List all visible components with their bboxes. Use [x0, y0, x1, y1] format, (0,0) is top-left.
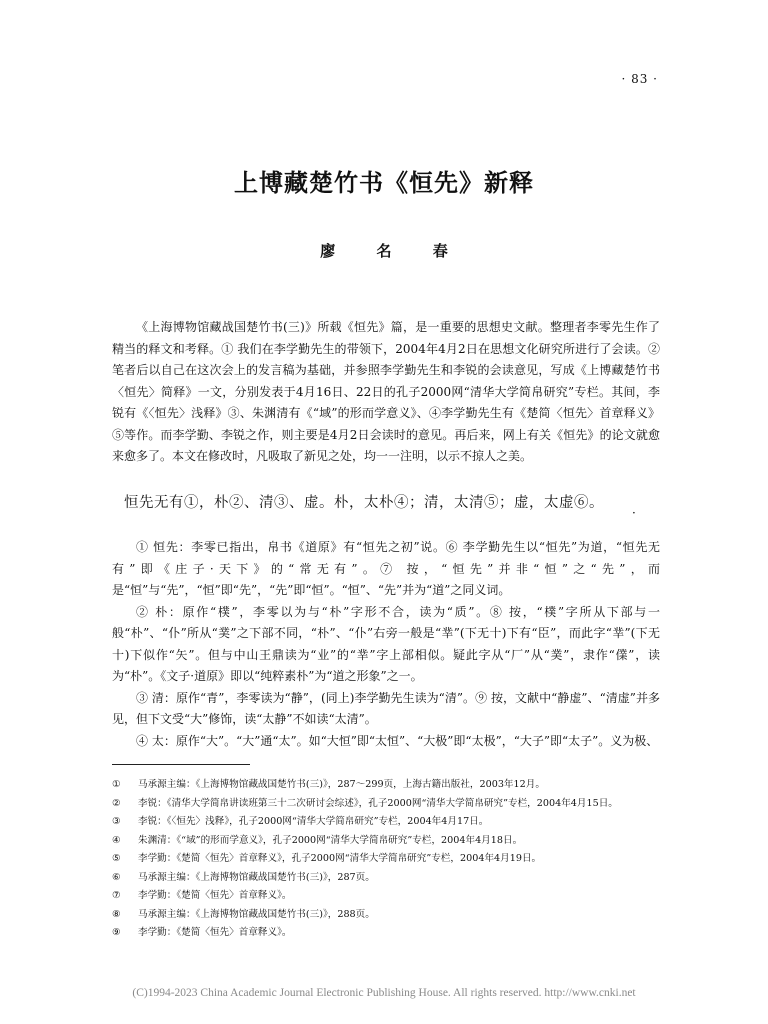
footnote-divider	[112, 764, 250, 765]
footnote-item	[112, 850, 672, 869]
footnote-item	[112, 776, 672, 795]
footnote-text: 马承源主编：《上海博物馆藏战国楚竹书(三)》，287～299页，上海古籍出版社，2003年12月。	[138, 779, 545, 790]
footnote-text: 李学勤：《楚简〈恒先〉首章释义》。	[138, 890, 292, 901]
footnote-text: 马承源主编：《上海博物馆藏战国楚竹书(三)》，287页。	[138, 871, 375, 883]
note-4: ④ 太：原作“大”。“大”通“太”。如“大恒”即“太恒”、“大极”即“太极”，“大子”即“太子”。义为极、	[136, 733, 659, 748]
footnote-mark: ⑧	[112, 908, 121, 920]
footnote-mark: ③	[112, 816, 121, 827]
footnote-text: 李学勤：《楚简〈恒先〉首章释义》，孔子2000网“清华大学简帛研究”专栏，2004年4月19日。	[138, 853, 542, 864]
author-name: 廖 名 春	[320, 242, 466, 260]
footnote-mark: ⑤	[112, 853, 121, 864]
intro-paragraph: 《上海博物馆藏战国楚竹书(三)》所载《恒先》篇，是一重要的思想史文献。整理者李零先生作了精当的释文和考释。① 我们在李学勤先生的带领下，2004年4月2日在思想文化研究所进行了会读。② 笔者后以自己在这次会上的发言稿为基础，并参照李学勤先生和李锐的会读意见，写成《上博藏楚竹书〈恒先〉简释》一文，分别发表于4月16日、22日的孔子2000网“清华大学简帛研究”专栏。其间，李锐有《〈恒先〉浅释》③、朱渊清有《“域”的形而学意义》、④李学勤先生有《楚简〈恒先〉首章释义》⑤等作。而李学勤、李锐之作，则主要是4月2日会读时的意见。再后来，网上有关《恒先》的论文就愈来愈多了。本文在修改时，凡吸取了新见之处，均一一注明，以示不掠人之美。	[112, 320, 660, 463]
footnote-mark: ④	[112, 834, 121, 846]
footnote-mark: ①	[112, 779, 121, 790]
copyright-watermark: (C)1994-2023 China Academic Journal Electronic Publishing House. All rights reserved. http://www.cnki.net	[132, 987, 636, 999]
stray-mark: ·	[632, 506, 636, 520]
footnote-mark: ⑨	[112, 927, 121, 938]
footnote-text: 马承源主编：《上海博物馆藏战国楚竹书(三)》，288页。	[138, 908, 375, 920]
note-2: ② 朴：原作“樸”，李零以为与“朴”字形不合，读为“质”。⑧ 按，“樸”字所从下部与一般“朴”、“仆”所从“菐”之下部不同，“朴”、“仆”右旁一般是“丵”(下无十)下有“臣”，而此字“丵”(下无十)下似作“矢”。但与中山王鼎读为“业”的“丵”字上部相似。疑此字从“厂”从“菐”，隶作“㒒”，读为“朴”。《文子·道原》即以“纯粹素朴”为“道之形象”之一。	[112, 604, 660, 683]
footnote-item	[112, 795, 672, 814]
footnote-item	[112, 813, 672, 832]
footnote-text: 李学勤：《楚简〈恒先〉首章释义》。	[138, 927, 292, 938]
footnote-item	[112, 869, 672, 888]
commentary-notes	[112, 537, 660, 752]
footnote-item	[112, 906, 672, 925]
main-text-line: 恒先无有①，朴②、清③、虚。朴，太朴④；清，太清⑤；虚，太虚⑥。	[124, 495, 604, 511]
note-1: ① 恒先：李零已指出，帛书《道原》有“恒先之初”说。⑥ 李学勤先生以“恒先”为道，“恒先无有”即《庄子·天下》的“常无有”。⑦ 按，“恒先”并非“恒”之“先”，而是“恒”与“先”，“恒”即“先”，“先”即“恒”。“恒”、“先”并为“道”之同义词。	[112, 540, 660, 597]
footnote-text: 李锐：《〈恒先〉浅释》，孔子2000网“清华大学简帛研究”专栏，2004年4月17日。	[138, 816, 489, 827]
footnote-item	[112, 832, 672, 851]
footnote-mark: ⑦	[112, 890, 121, 901]
footnote-mark: ⑥	[112, 871, 121, 883]
article-title: 上博藏楚竹书《恒先》新释	[234, 168, 534, 197]
footnote-text: 李锐：《清华大学简帛讲读班第三十二次研讨会综述》，孔子2000网“清华大学简帛研究”专栏，2004年4月15日。	[138, 797, 618, 809]
footnote-text: 朱渊清：《“域”的形而学意义》，孔子2000网“清华大学简帛研究”专栏，2004年4月18日。	[138, 834, 523, 846]
footnote-item	[112, 887, 672, 906]
footnote-item	[112, 924, 672, 943]
note-3: ③ 清：原作“青”，李零读为“静”，(同上)李学勤先生读为“清”。⑨ 按，文献中“静虚”、“清虚”并多见，但下文受“大”修饰，读“太静”不如读“太清”。	[112, 690, 660, 726]
footnote-mark: ②	[112, 797, 121, 809]
footnotes	[112, 776, 672, 943]
page-number: · 83 ·	[621, 72, 658, 86]
